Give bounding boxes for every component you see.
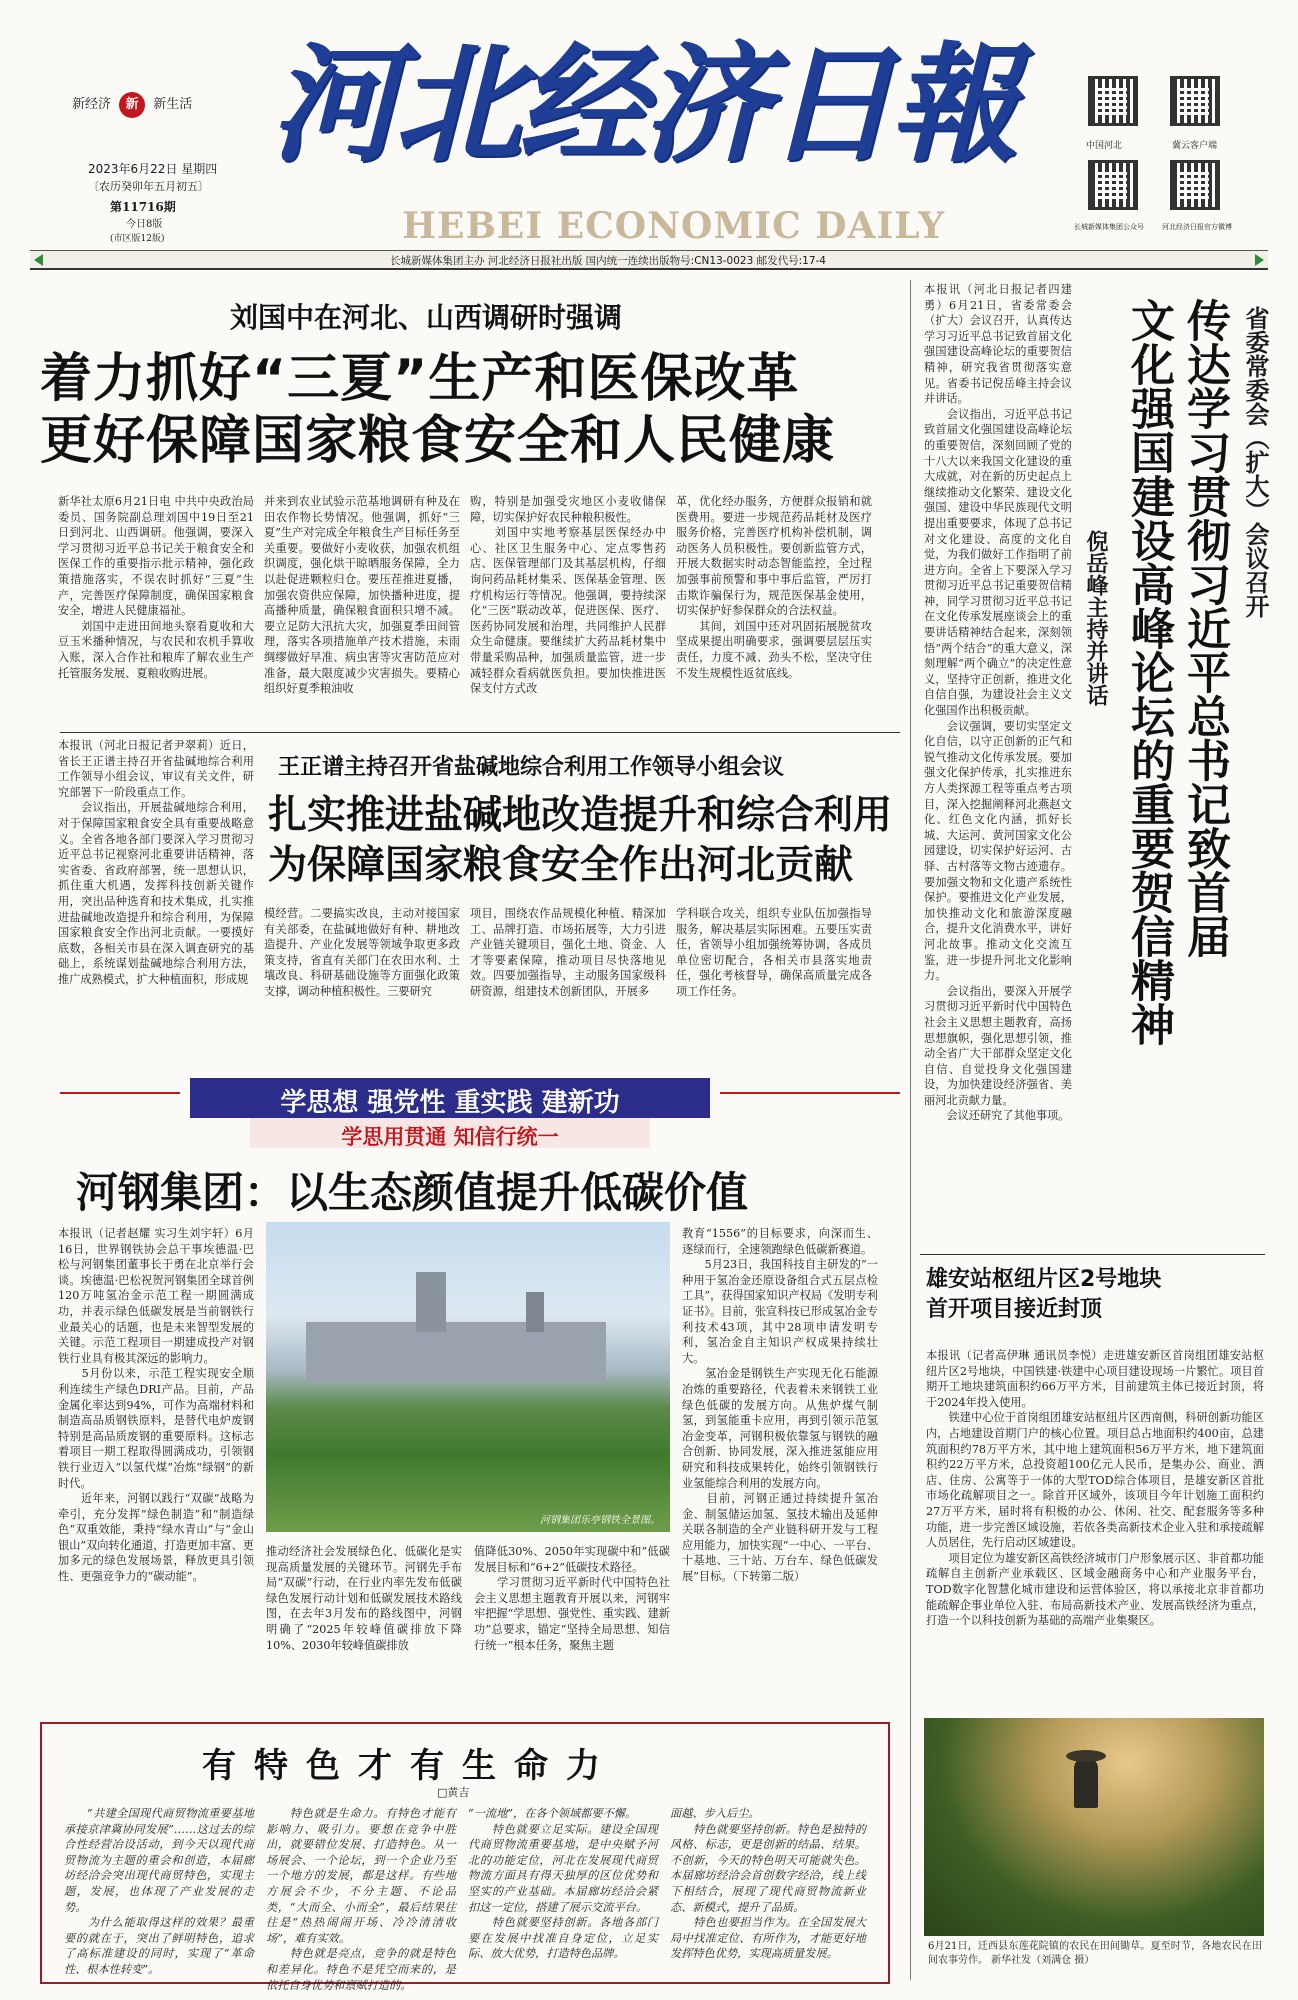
qr-code-4 xyxy=(1170,160,1220,210)
article-hbis xyxy=(30,1156,910,1716)
hbis-col-mid-2: 值降低30%、2050年实现碳中和”低碳发展目标和“6+2”低碳技术路径。 学习贯彻习近平新时代中国特色社会主义思想主题教育开展以来，河钢牢牢把握“学思想、强党性、重实践、建新功”总要求，锚定“坚持全局思想、知信行统一”根本任务，聚焦主题 xyxy=(474,1545,670,1652)
farm-photo-caption: 6月21日，迁西县东莲花院镇的农民在田间锄草。夏至时节，各地农民在田间农事劳作。 新华社发（刘满仓 摄） xyxy=(928,1941,1262,1966)
qr-code-1 xyxy=(1088,76,1138,126)
divider xyxy=(920,1254,1265,1255)
qr-label-1: 中国河北 xyxy=(1086,141,1123,151)
xiongan-title-1: 雄安站枢纽片区2号地块 xyxy=(926,1267,1162,1292)
masthead-lunar: 〔农历癸卯年五月初五〕 xyxy=(88,180,209,193)
divider xyxy=(60,1092,180,1094)
article-saline xyxy=(30,736,910,1076)
publisher-bar xyxy=(30,250,1268,270)
lead-kicker: 刘国中在河北、山西调研时强调 xyxy=(230,301,623,334)
banner-line-1: 学思想 强党性 重实践 建新功 xyxy=(280,1088,620,1118)
saline-col-1: 本报讯（河北日报记者尹翠莉）近日，省长王正谱主持召开省盐碱地综合利用工作领导小组会议，审议有关文件，研究部署下一阶段重点工作。 会议指出，开展盐碱地综合利用，对于保障国家粮食安全具有重要战略意义。全省各地各部门要深入学习贯彻习近平总书记视察河北重要讲话精神，落实省委、省政府部署，统一思想认识，抓住重大机遇，发挥科技创新关键作用，突出品种选育和技术集成，扎实推进盐碱地改造提升和综合利用，为保障国家粮食安全作出河北贡献。一要摸好底数，各相关市县在深入调查研究的基础上，系统谋划盐碱地综合利用方法，推广成熟模式，扩大种植面积，形成规 xyxy=(58,739,254,986)
masthead-pages: 今日8版 xyxy=(126,219,163,230)
culture-title-1: 传达学习贯彻习近平总书记致首届 xyxy=(1179,298,1230,958)
masthead-title: 河北经济日報 xyxy=(270,30,1015,180)
commentary-box xyxy=(40,1722,890,1992)
masthead-english: HEBEI ECONOMIC DAILY xyxy=(402,205,945,247)
commentary-col-3: “一流地”，在各个领域都要不懈。 特色就要立足实际。建设全国现代商贸物流重要基地，是中央赋予河北的功能定位，河北在发展现代商贸物流方面具有得天独厚的区位优势和坚实的产业基础。本届廊坊经洽会紧扣这一定位，搭建了展示交流平台。 特色就要坚持创新。各地各部门要在发展中找准自身定位，立足实际、放大优势，打造特色品牌。 xyxy=(468,1807,658,1961)
arrow-left-icon xyxy=(34,254,43,266)
divider xyxy=(60,732,900,733)
saline-col-2: 模经营。二要搞实改良，主动对接国家有关部委，在盐碱地做好有种、耕地改造提升、产业化发展等领域争取更多政策支持，省直有关部门在农田水利、土壤改良、科研基础设施等方面强化政策支撑，调动种植积极性。三要研究 xyxy=(264,907,460,998)
culture-kicker: 省委常委会（扩大）会议召开 xyxy=(1241,306,1269,618)
theme-banner xyxy=(190,1078,710,1150)
publisher-line: 长城新媒体集团主办 河北经济日报社出版 国内统一连续出版物号:CN13-0023 邮发代号:17-4 xyxy=(390,255,826,267)
masthead-date: 2023年6月22日 星期四 xyxy=(88,162,218,176)
hbis-col-mid-1: 推动经济社会发展绿色化、低碳化是实现高质量发展的关键环节。河钢先手布局“双碳”行动，在行业内率先发布低碳绿色发展行动计划和低碳发展技术路线图，在去年3月发布的路线图中，河钢明确了“2025年较峰值碳排放下降10%、2030年较峰值碳排放 xyxy=(266,1545,462,1652)
saline-col-4: 学科联合攻关，组织专业队伍加强指导服务，解决基层实际困难。五要压实责任，省领导小组加强统筹协调，各成员单位密切配合，各相关市县落实地责任，强化考核督导，确保高质量完成各项工作任务。 xyxy=(676,907,872,998)
qr-code-3 xyxy=(1088,160,1138,210)
hbis-photo xyxy=(266,1222,670,1532)
banner-line-2: 学思用贯通 知信行统一 xyxy=(341,1125,559,1149)
hat-shape xyxy=(1066,1750,1106,1762)
article-lead xyxy=(30,272,910,732)
lead-col-1: 新华社太原6月21日电 中共中央政治局委员、国务院副总理刘国中19日至21日到河北、山西调研。他强调，要深入学习贯彻习近平总书记关于粮食安全和医保工作的重要指示批示精神，强化政策措施落实，不误农时抓好“三夏”生产，完善医疗保障制度，确保国家粮食安全，增进人民健康福祉。 刘国中走进田间地头察看夏收和大豆玉米播种情况，与农民和农机手算收入账，深入合作社和粮库了解农业生产托管服务发展、夏粮收购进展。 xyxy=(58,495,254,680)
column-divider xyxy=(910,280,911,1980)
commentary-col-1: “共建全国现代商贸物流重要基地 承接京津冀协同发展”……这过去的综合性经营冶设活动，到今天以现代商贸物流为主题的重会和创造，本届廊坊经洽会突出现代商贸特色，实现主题，发展，也体现了产业发展的走势。 为什么能取得这样的效果？最重要的就在于，突出了鲜明特色，追求了高标准建设的同时，实现了“革命性、根本性转变”。 xyxy=(64,1807,254,1976)
saline-title-2: 为保障国家粮食安全作出河北贡献 xyxy=(268,843,854,888)
saline-title-1: 扎实推进盐碱地改造提升和综合利用 xyxy=(268,793,893,838)
hbis-photo-caption: 河钢集团乐亭钢铁全景图。 xyxy=(540,1515,660,1526)
commentary-col-4: 面越、步入后尘。 特色就要坚持创新。特色是独特的风格、标志，更是创新的结晶、结果。不创新，今天的特色明天可能就失色。本届廊坊经洽会首创数字经洽，线上线下相结合，展现了现代商贸物流新业态、新模式，提升了品质。 特色也要担当作为。在全国发展大局中找准定位、有所作为，才能更好地发挥特色优势，实现高质量发展。 xyxy=(670,1807,866,1961)
article-xiongan xyxy=(920,1262,1270,1702)
qr-label-4: 河北经济日报官方微博 xyxy=(1162,223,1232,231)
masthead-issue: 第11716期 xyxy=(110,200,176,214)
culture-body: 本报讯（河北日报记者四建勇）6月21日，省委常委会（扩大）会议召开，认真传达学习习近平总书记致首届文化强国建设高峰论坛的重要贺信精神，研究我省贯彻落实意见。省委书记倪岳峰主持会议并讲话。 会议指出，习近平总书记致首届文化强国建设高峰论坛的重要贺信，深刻回顾了党的十八大以来我国文化建设的重大成就，对在新的历史起点上继续推动文化繁荣、建设文化强国、建设中华民族现代文明提出重要要求，体现了总书记对文化建设、高度的文化自觉，为我们做好工作指明了前进方向。全省上下要深入学习贯彻习近平总书记重要贺信精神，同学习贯彻习近平总书记在文化传承发展座谈会上的重要讲话精神结合起来，深刻领悟“两个结合”的重大意义，深刻理解“两个确立”的决定性意义，坚持守正创新，推进文化自信自强，为建设社会主义文化强国作出积极贡献。 会议强调，要切实坚定文化自信，以守正创新的正气和锐气推动文化传承发展。要加强文化保护传承，扎实推进东方人类探源工程等重点考古项目，深入挖掘阐释河北燕赵文化、红色文化内涵，抓好长城、大运河、黄河国家文化公园建设，切实保护好运河、古驿、古村落等文物古迹遗存。要加强文物和文化遗产系统性保护。要推进文化产业发展，加快推动文化和旅游深度融合，提升文化消费水平，讲好河北故事。推动文化交流互鉴，进一步提升河北文化影响力。 会议指出，要深入开展学习贯彻习近平新时代中国特色社会主义思想主题教育，高扬思想旗帜，强化思想引领，推动全省广大干部群众坚定文化自信、自觉投身文化强国建设，为加快建设经济强省、美丽河北贡献力量。 会议还研究了其他事项。 xyxy=(924,283,1072,1123)
lead-title-1: 着力抓好“三夏”生产和医保改革 xyxy=(40,349,800,409)
lead-col-3: 购，特别是加强受灾地区小麦收储保障，切实保护好农民种粮积极性。 刘国中实地考察基层医保经办中心、社区卫生服务中心、定点零售药店、医保管理部门及其基层机构，仔细询问药品耗材集采、医保基金管理、医疗机构运行等情况。他强调，要持续深化“三医”联动改革，促进医保、医疗、医药协同发展和治理，共同维护人民群众生命健康。要继续扩大药品耗材集中带量采购品种，加强质量监管，进一步减轻群众看病就医负担。要加快推进医保支付方式改 xyxy=(470,495,666,696)
farm-photo xyxy=(924,1718,1264,1936)
saline-col-3: 项目，围绕农作品规模化种植、精深加工、品牌打造、市场拓展等，大力引进产业链关键项目，强化土地、资金、人才等要素保障，推动项目尽快落地见效。四要加强指导，主动服务国家级科研资源，组建技术创新团队，开展多 xyxy=(470,907,666,998)
slogan-right: 新生活 xyxy=(153,97,193,112)
factory-shape xyxy=(306,1322,606,1382)
hbis-col-right: 教育“1556”的目标要求，向深而生、逐绿而行，全速领跑绿色低碳新赛道。 5月23日，我国科技自主研发的“一种用于氢冶金还原设备组合式五层点检工具”，获得国家知识产权局《发明专利证书》。目前，张宣科技已形成氢冶金专利技术43项，其中28项申请发明专利，氢冶金自主知识产权成果持续壮大。 氢冶金是钢铁生产实现无化石能源冶炼的重要路径，代表着未来钢铁工业绿色低碳的发展方向。从焦炉煤气制氢，到氢能重卡应用，再到引领示范氢冶金变革，河钢积极依靠氢与钢铁的融合创新、协同发展，深入推进氢能应用研究和科技成果转化，始终引领钢铁行业氢能综合利用的发展方向。 目前，河钢正通过持续提升氢冶金、制氢储运加氢、氢技术输出及延伸关联各制造的全产业链科研开发与工程应用能力，加快实现“一中心、一平台、十基地、三十站、万台车、绿色低碳发展”目标。（下转第二版） xyxy=(682,1227,878,1584)
commentary-title: 有特色才有生命力 xyxy=(202,1746,618,1786)
commentary-col-2: 特色就是生命力。有特色才能有影响力、吸引力。要想在竞争中胜出，就要错位发展、打造特色。从一场展会、一个论坛，到一个企业乃至一个地方的发展，都是这样。有些地方展会不少，不分主题、不论品类，“大而全、小而全”，最后结果往往是“热热闹闹开场、冷冷清清收场”，难有实效。 特色就是亮点，竞争的就是特色和差异化。特色不是凭空而来的，是依托自身优势和禀赋打造的。 xyxy=(266,1807,456,1992)
culture-sub: 倪岳峰主持并讲话 xyxy=(1083,530,1108,706)
farmer-shape xyxy=(1074,1758,1098,1808)
commentary-byline: □黄吉 xyxy=(437,1786,470,1799)
slogan xyxy=(72,92,192,118)
slogan-badge: 新 xyxy=(119,92,145,118)
masthead-pages-note: (市区版12版) xyxy=(110,234,165,244)
saline-kicker: 王正谱主持召开省盐碱地综合利用工作领导小组会议 xyxy=(278,755,785,780)
xiongan-title-2: 首开项目接近封顶 xyxy=(926,1297,1103,1322)
chimney-shape xyxy=(416,1272,446,1332)
slogan-left: 新经济 xyxy=(72,97,112,112)
xiongan-body: 本报讯（记者高伊琳 通讯员李悦）走进雄安新区首岗组团雄安站枢纽片区2号地块，中国铁建·铁建中心项目建设现场一片繁忙。项目首期开工地块建筑面积约66万平方米，目前建筑主体已接近封顶，将于2024年投入使用。 铁建中心位于首岗组团雄安站枢纽片区西南侧，科研创新功能区内，占地建设首期门户的核心位置。项目总占地面积约400亩，总建筑面积约78万平方米，其中地上建筑面积56万平方米，地下建筑面积约22万平方米，总投资超100亿元人民币，是集办公、商业、酒店、住房、公寓等于一体的大型TOD综合体项目，是雄安新区首批市场化疏解项目之一。除首开区域外，该项目今年计划施工面积约27万平方米，届时将有积极的办公、休闲、社交、配套服务等多种功能，进一步完善区域设施，若依各类高新技术企业入驻和承接疏解人员居住，先行启动区域建设。 项目定位为雄安新区高铁经济城市门户形象展示区、非首都功能疏解自主创新产业承载区、区域金融商务中心和产业服务平台，TOD数字化智慧化城市建设和运营体验区，将以承接北京非首都功能疏解企事业单位入驻、布局高新技术产业、发展高铁经济为重点，打造一个以科技创新为基础的高端产业集聚区。 xyxy=(926,1349,1264,1628)
qr-code-2 xyxy=(1170,76,1220,126)
article-culture xyxy=(920,280,1270,1260)
hbis-title: 河钢集团：以生态颜值提升低碳价值 xyxy=(76,1168,749,1217)
qr-label-3: 长城新媒体集团公众号 xyxy=(1074,223,1144,231)
arrow-right-icon xyxy=(1255,254,1264,266)
lead-col-2: 并来到农业试验示范基地调研有种及在田农作物长势情况。他强调，抓好“三夏”生产对完成全年粮食生产目标任务至关重要。要做好小麦收获，加强农机组织调度，强化烘干晾晒服务保障，全力以赴促进颗粒归仓。要压茬推进夏播，加强农资供应保障，加快播种进度，提高播种质量，确保粮食面积只增不减。要立足防大汛抗大灾，加强夏季田间管理，落实各项措施单产技术措施，未雨绸缪做好早准、病虫害等灾害防范应对准备，最大限度减少灾害损失。要精心组织好夏季粮油收 xyxy=(264,495,460,696)
divider xyxy=(720,1092,900,1094)
masthead xyxy=(0,0,1298,270)
hbis-col-left: 本报讯（记者赵耀 实习生刘宇轩）6月16日，世界钢铁协会总干事埃德温·巴松与河钢集团董事长于勇在北京举行会谈。埃德温·巴松祝贺河钢集团全球首例120万吨氢冶金示范工程一期圆满成功，并表示绿色低碳发展是当前钢铁行业最关心的话题，也是未来智型发展的关键。示范工程项目一期建成投产对钢铁行业具有极其深远的影响力。 5月份以来，示范工程实现安全顺利连续生产绿色DRI产品。目前，产品金属化率达到94%，可作为高端材料和制造高品质钢铁原料，是替代电炉废钢特别是高品质废钢的重要原料。这标志着项目一期工程取得圆满成功，引领钢铁行业迈入“以氢代煤”冶炼“绿钢”的新时代。 近年来，河钢以践行“双碳”战略为牵引，充分发挥“绿色制造”和“制造绿色”双重效能，秉持“绿水青山”与“金山银山”双向转化通道，打造更加丰富、更加多元的绿色发展场景，释放更具引领性、更强竞争力的“碳动能”。 xyxy=(58,1227,254,1584)
lead-col-4: 革，优化经办服务，方便群众报销和就医费用。要进一步规范药品耗材及医疗服务价格，完善医疗机构补偿机制，调动医务人员积极性。要创新监管方式，开展大数据实时动态智能监控，全过程加强事前预警和事中事后监管，严厉打击欺诈骗保行为，规范医保基金使用，切实保护好参保群众的合法权益。 其间，刘国中还对巩固拓展脱贫攻坚成果提出明确要求，强调要层层压实责任，力度不减、劲头不松，坚决守住不发生规模性返贫底线。 xyxy=(676,495,872,680)
qr-label-2: 冀云客户端 xyxy=(1172,141,1218,151)
tower-shape xyxy=(526,1292,544,1332)
lead-title-2: 更好保障国家粮食安全和人民健康 xyxy=(40,411,836,471)
culture-title-2: 文化强国建设高峰论坛的重要贺信精神 xyxy=(1123,298,1174,1046)
